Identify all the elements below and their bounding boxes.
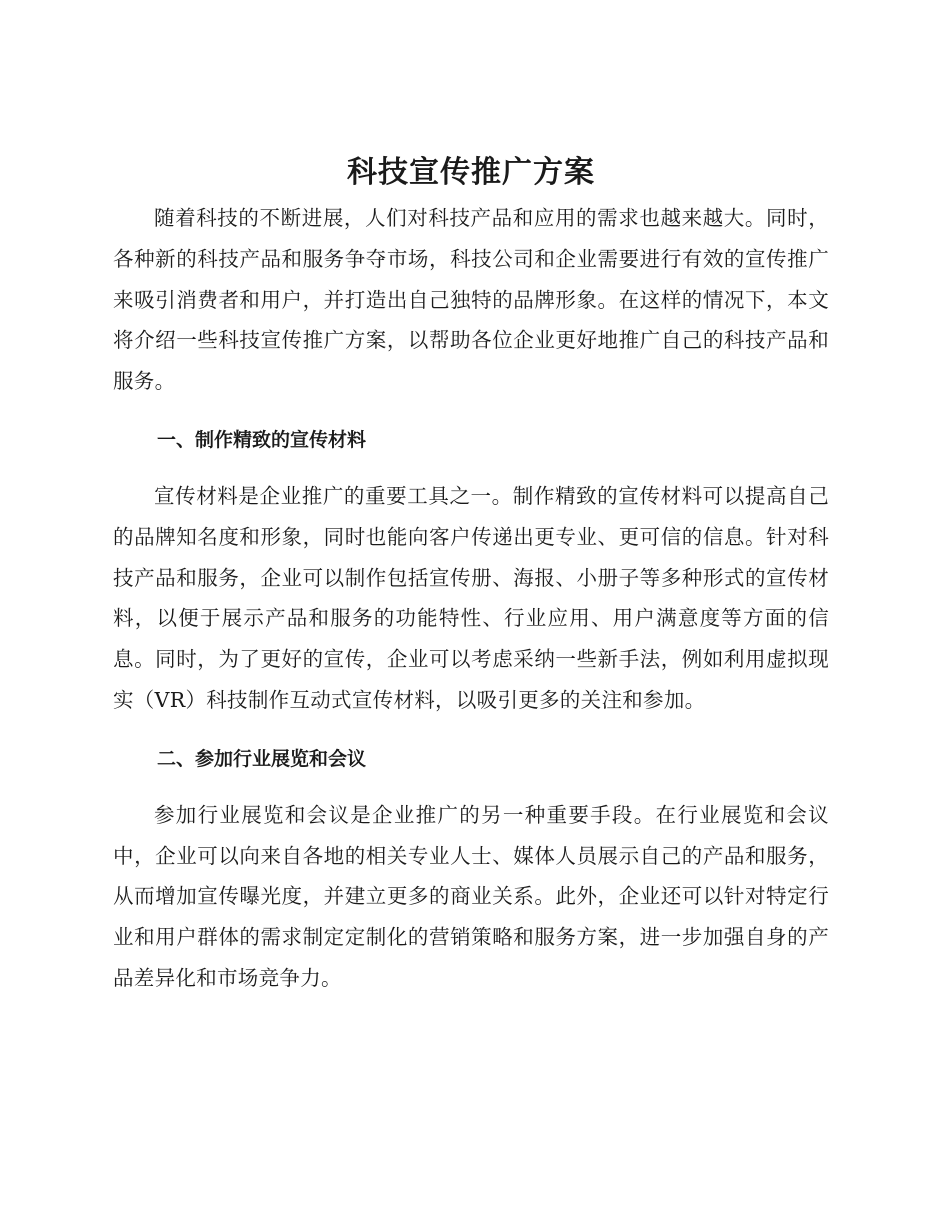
- section-body-exhibitions: 参加行业展览和会议是企业推广的另一种重要手段。在行业展览和会议中，企业可以向来自各地的相关专业人士、媒体人员展示自己的产品和服务，从而增加宣传曝光度，并建立更多的商业关系。此外，企业还可以针对特定行业和用户群体的需求制定定制化的营销策略和服务方案，进一步加强自身的产品差异化和市场竞争力。: [113, 802, 829, 990]
- intro-paragraph: 随着科技的不断进展，人们对科技产品和应用的需求也越来越大。同时，各种新的科技产品和服务争夺市场，科技公司和企业需要进行有效的宣传推广来吸引消费者和用户，并打造出自己独特的品牌形象。在这样的情况下，本文将介绍一些科技宣传推广方案，以帮助各位企业更好地推广自己的科技产品和服务。: [113, 206, 829, 394]
- section-heading-exhibitions: 二、参加行业展览和会议: [157, 747, 367, 770]
- section-heading-materials: 一、制作精致的宣传材料: [157, 428, 367, 451]
- section-body-materials: 宣传材料是企业推广的重要工具之一。制作精致的宣传材料可以提高自己的品牌知名度和形象，同时也能向客户传递出更专业、更可信的信息。针对科技产品和服务，企业可以制作包括宣传册、海报、小册子等多种形式的宣传材料，以便于展示产品和服务的功能特性、行业应用、用户满意度等方面的信息。同时，为了更好的宣传，企业可以考虑采纳一些新手法，例如利用虚拟现实（VR）科技制作互动式宣传材料，以吸引更多的关注和参加。: [113, 483, 829, 712]
- document-title: 科技宣传推广方案: [347, 155, 595, 190]
- document-body: [113, 150, 829, 999]
